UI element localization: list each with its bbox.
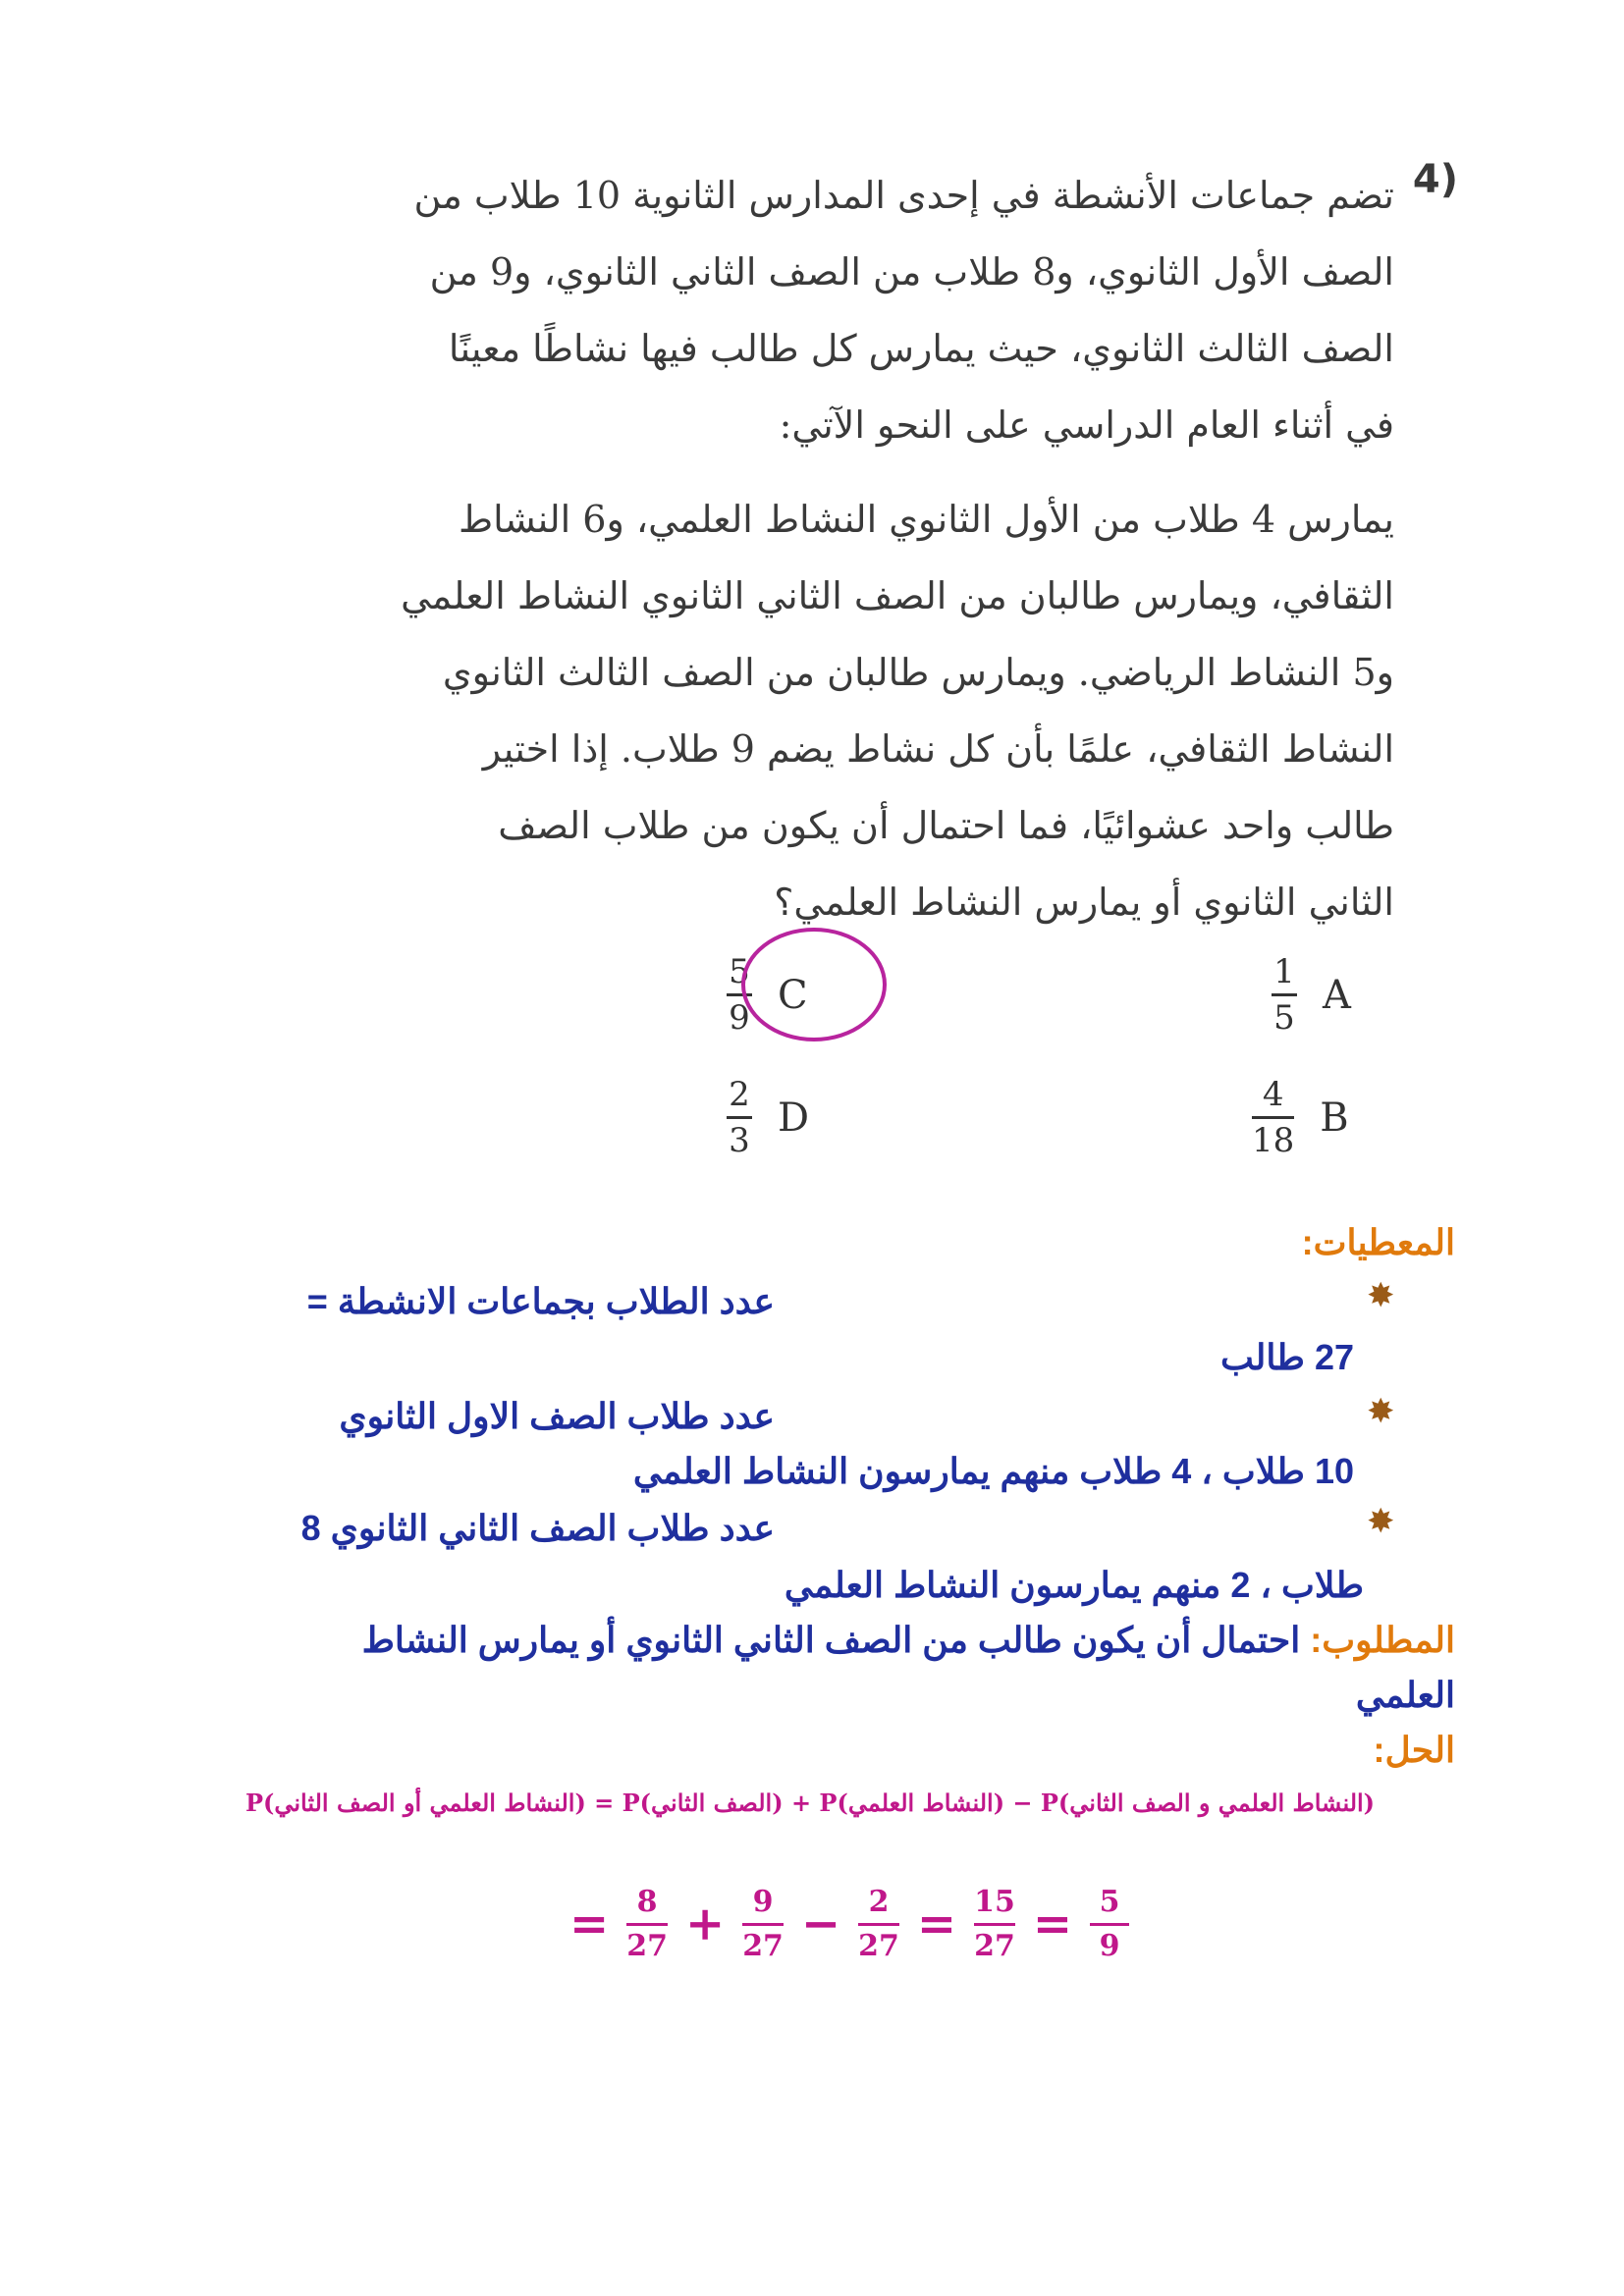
option-d-letter: D bbox=[778, 1095, 810, 1141]
question-number: 4) bbox=[1412, 157, 1458, 202]
denominator: 9 bbox=[1099, 1928, 1120, 1963]
numerator: 9 bbox=[752, 1884, 774, 1919]
denominator: 27 bbox=[626, 1928, 668, 1963]
solution-label: الحل: bbox=[1373, 1730, 1455, 1770]
numerator: 2 bbox=[729, 1075, 750, 1114]
star-bullet-icon: ✸ bbox=[1367, 1276, 1395, 1315]
required-text-continued: العلمي bbox=[1355, 1675, 1455, 1715]
answer-options bbox=[727, 952, 1414, 1198]
option-c-letter: C bbox=[778, 972, 808, 1018]
fraction bbox=[626, 1884, 668, 1965]
equals-sign: = bbox=[1032, 1896, 1073, 1951]
denominator: 5 bbox=[1273, 998, 1295, 1038]
question-line: في أثناء العام الدراسي على النحو الآتي: bbox=[779, 403, 1394, 447]
denominator: 3 bbox=[729, 1121, 750, 1160]
denominator: 18 bbox=[1252, 1121, 1295, 1160]
option-a[interactable] bbox=[1272, 952, 1351, 1038]
option-b[interactable] bbox=[1252, 1075, 1349, 1160]
minus-sign: − bbox=[800, 1896, 841, 1951]
numerator: 15 bbox=[974, 1884, 1015, 1919]
numerator: 8 bbox=[636, 1884, 658, 1919]
fraction bbox=[1090, 1884, 1129, 1965]
question-line: طالب واحد عشوائيًا، فما احتمال أن يكون من طلاب الصف bbox=[498, 804, 1394, 847]
required-text: احتمال أن يكون طالب من الصف الثاني الثانوي أو يمارس النشاط bbox=[361, 1620, 1301, 1660]
option-b-fraction bbox=[1252, 1075, 1294, 1160]
option-a-fraction bbox=[1272, 952, 1297, 1038]
given-total-value: 27 طالب bbox=[1220, 1337, 1354, 1377]
question-block bbox=[295, 157, 1458, 940]
equals-sign: = bbox=[916, 1896, 957, 1951]
question-line: تضم جماعات الأنشطة في إحدى المدارس الثانوية 10 طلاب من bbox=[413, 174, 1394, 217]
star-bullet-icon: ✸ bbox=[1367, 1392, 1395, 1431]
numerator: 2 bbox=[868, 1884, 890, 1919]
given-first-year-value: 10 طلاب ، 4 طلاب منهم يمارسون النشاط العلمي bbox=[632, 1451, 1354, 1491]
question-line: و5 النشاط الرياضي. ويمارس طالبان من الصف الثالث الثانوي bbox=[442, 651, 1394, 694]
question-line: الثاني الثانوي أو يمارس النشاط العلمي؟ bbox=[774, 881, 1394, 924]
given-second-year-value: طلاب ، 2 منهم يمارسون النشاط العلمي bbox=[784, 1565, 1364, 1605]
numerator: 5 bbox=[729, 952, 750, 991]
option-d[interactable] bbox=[727, 1075, 809, 1160]
question-line: الصف الأول الثانوي، و8 طلاب من الصف الثاني الثانوي، و9 من bbox=[429, 250, 1394, 294]
required-line bbox=[362, 1620, 1455, 1661]
probability-formula: P(النشاط العلمي أو الصف الثاني) = P(الصف الثاني) + P(النشاط العلمي) − P(النشاط العلمي و الصف الثاني) bbox=[244, 1789, 1376, 1817]
equals-sign: = bbox=[569, 1896, 610, 1951]
denominator: 27 bbox=[858, 1928, 899, 1963]
option-c[interactable] bbox=[727, 952, 808, 1038]
fraction bbox=[742, 1884, 784, 1965]
denominator: 9 bbox=[729, 998, 750, 1038]
question-line: النشاط الثقافي، علمًا بأن كل نشاط يضم 9 طلاب. إذا اختير bbox=[482, 727, 1394, 771]
given-first-year-label: عدد طلاب الصف الاول الثانوي bbox=[339, 1396, 775, 1436]
fraction bbox=[858, 1884, 899, 1965]
probability-calculation bbox=[569, 1865, 1129, 1983]
star-bullet-icon: ✸ bbox=[1367, 1502, 1395, 1541]
denominator: 27 bbox=[974, 1928, 1015, 1963]
question-line: يمارس 4 طلاب من الأول الثانوي النشاط العلمي، و6 النشاط bbox=[458, 498, 1394, 541]
option-a-letter: A bbox=[1323, 972, 1351, 1018]
fraction bbox=[974, 1884, 1015, 1965]
plus-sign: + bbox=[684, 1896, 726, 1951]
selected-answer-circle bbox=[741, 928, 887, 1041]
numerator: 4 bbox=[1262, 1075, 1284, 1114]
numerator: 5 bbox=[1099, 1884, 1120, 1919]
numerator: 1 bbox=[1273, 952, 1295, 991]
option-b-letter: B bbox=[1320, 1095, 1349, 1141]
option-d-fraction bbox=[727, 1075, 752, 1160]
question-line: الثقافي، ويمارس طالبان من الصف الثاني الثانوي النشاط العلمي bbox=[401, 574, 1394, 617]
question-details bbox=[295, 481, 1453, 940]
givens-label: المعطيات: bbox=[1301, 1222, 1455, 1262]
question-intro bbox=[295, 157, 1458, 463]
given-second-year-label: عدد طلاب الصف الثاني الثانوي 8 bbox=[300, 1508, 775, 1548]
denominator: 27 bbox=[742, 1928, 784, 1963]
given-total-label: عدد الطلاب بجماعات الانشطة = bbox=[306, 1281, 775, 1321]
required-label: المطلوب: bbox=[1310, 1620, 1455, 1660]
question-line: الصف الثالث الثانوي، حيث يمارس كل طالب فيها نشاطًا معينًا bbox=[448, 327, 1394, 370]
